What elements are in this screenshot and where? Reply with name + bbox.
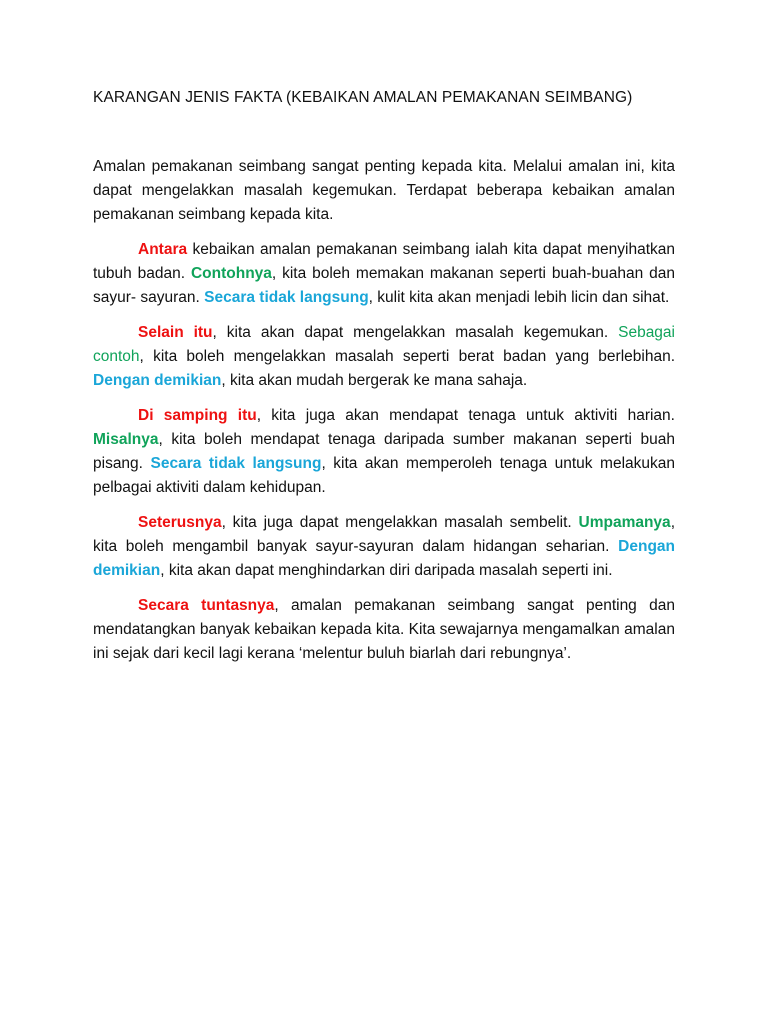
paragraph-text: , kita boleh mengelakkan masalah seperti berat badan yang berlebihan.: [139, 348, 675, 365]
document-title: KARANGAN JENIS FAKTA (KEBAIKAN AMALAN PEMAKANAN SEIMBANG): [93, 89, 633, 106]
intro-paragraph: Amalan pemakanan seimbang sangat penting kepada kita. Melalui amalan ini, kita dapat mengelakkan masalah kegemukan. Terdapat beberapa kebaikan amalan pemakanan seimbang kepada kita.: [93, 158, 675, 223]
connector-word: Antara: [138, 241, 188, 258]
paragraph-text: , kita akan dapat menghindarkan diri daripada masalah seperti ini.: [160, 562, 613, 579]
connector-word: Misalnya: [93, 431, 159, 448]
paragraph-4: [93, 511, 675, 583]
paragraph-text: kebaikan amalan pemakanan seimbang ialah kita dapat menyihatkan tubuh badan.: [93, 241, 675, 282]
paragraph-text: , kita akan mudah bergerak ke mana sahaja.: [221, 372, 528, 389]
paragraph-1: [93, 238, 675, 310]
connector-word: Dengan demikian: [93, 538, 675, 579]
connector-word: Di samping itu: [138, 407, 257, 424]
paragraph-text: , kita boleh memakan makanan seperti buah-buahan dan sayur- sayuran.: [93, 265, 675, 306]
paragraph-text: , kita juga dapat mengelakkan masalah sembelit.: [221, 514, 579, 531]
connector-word: Seterusnya: [138, 514, 222, 531]
paragraph-text: , kita boleh mengambil banyak sayur-sayuran dalam hidangan seharian.: [93, 514, 675, 555]
connector-word: Secara tuntasnya: [138, 597, 275, 614]
paragraph-2: [93, 321, 675, 393]
paragraph-text: , kita juga akan mendapat tenaga untuk aktiviti harian.: [256, 407, 675, 424]
connector-word: Secara tidak langsung: [150, 455, 322, 472]
document-page: [93, 86, 675, 677]
connector-word: Selain itu: [138, 324, 213, 341]
paragraph-text: , kita boleh mendapat tenaga daripada sumber makanan seperti buah pisang.: [93, 431, 675, 472]
paragraph-3: [93, 404, 675, 500]
connector-word: Dengan demikian: [93, 372, 222, 389]
connector-word: Umpamanya: [578, 514, 671, 531]
paragraph-text: , amalan pemakanan seimbang sangat penting dan mendatangkan banyak kebaikan kepada kita. Kita sewajarnya mengamalkan amalan ini sejak dari kecil lagi kerana ‘melentur buluh biarlah dari rebungnya’.: [93, 597, 675, 662]
paragraph-text: , kulit kita akan menjadi lebih licin dan sihat.: [368, 289, 670, 306]
paragraph-text: , kita akan dapat mengelakkan masalah kegemukan.: [212, 324, 619, 341]
paragraph-5: [93, 594, 675, 666]
connector-word: Contohnya: [190, 265, 272, 282]
connector-word: Sebagai contoh: [93, 324, 675, 365]
connector-word: Secara tidak langsung: [204, 289, 369, 306]
paragraph-text: , kita akan memperoleh tenaga untuk melakukan pelbagai aktiviti dalam kehidupan.: [93, 455, 676, 496]
